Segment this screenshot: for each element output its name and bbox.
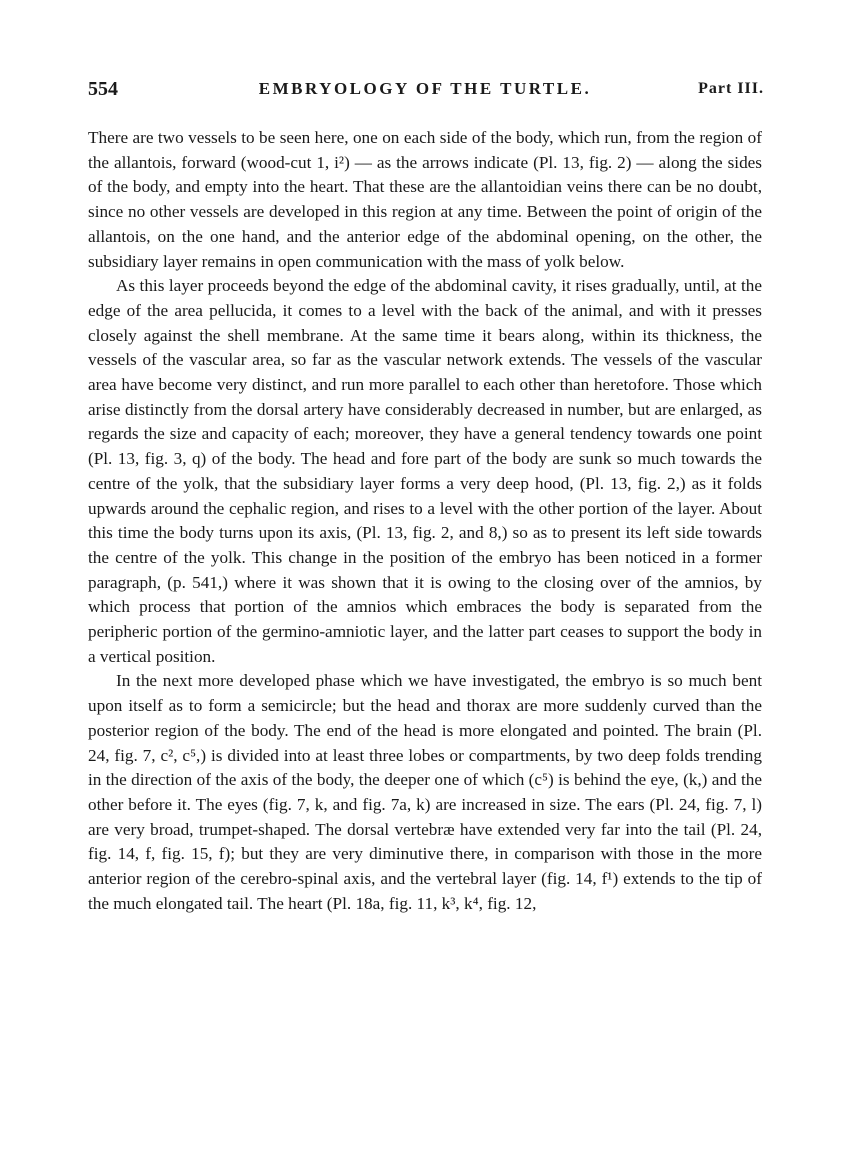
body-text [88,126,762,917]
paragraph-3: In the next more developed phase which we have investigated, the embryo is so much bent upon itself as to form a semicircle; but the head and thorax are more suddenly curved than the posterior region of the body. The end of the head is more elongated and pointed. The brain (Pl. 24, fig. 7, c², c⁵,) is divided into at least three lobes or compartments, by two deep folds trending in the direction of the axis of the body, the deeper one of which (c⁵) is behind the eye, (k,) and the other before it. The eyes (fig. 7, k, and fig. 7a, k) are increased in size. The ears (Pl. 24, fig. 7, l) are very broad, trumpet-shaped. The dorsal vertebræ have extended very far into the tail (Pl. 24, fig. 14, f, fig. 15, f); but they are very diminutive there, in comparison with those in the more anterior region of the cerebro-spinal axis, and the vertebral layer (fig. 14, f¹) extends to the tip of the much elongated tail. The heart (Pl. 18a, fig. 11, k³, k⁴, fig. 12, [88,671,762,913]
paragraph-2: As this layer proceeds beyond the edge of the abdominal cavity, it rises gradually, until, at the edge of the area pellucida, it comes to a level with the back of the animal, and with it presses closely against the shell membrane. At the same time it bears along, within its thickness, the vessels of the vascular area, so far as the vascular network extends. The vessels of the vascular area have become very distinct, and run more parallel to each other than heretofore. Those which arise distinctly from the dorsal artery have considerably decreased in number, but are enlarged, as regards the size and capacity of each; moreover, they have a general tendency towards one point (Pl. 13, fig. 3, q) of the body. The head and fore part of the body are sunk so much towards the centre of the yolk, that the subsidiary layer forms a very deep hood, (Pl. 13, fig. 2,) as it folds upwards around the cephalic region, and rises to a level with the other portion of the layer. About this time the body turns upon its axis, (Pl. 13, fig. 2, and 8,) so as to present its left side towards the centre of the yolk. This change in the position of the embryo has been noticed in a former paragraph, (p. 541,) where it was shown that it is owing to the closing over of the amnios, by which process that portion of the amnios which embraces the body is separated from the peripheric portion of the germino-amniotic layer, and the latter part ceases to support the body in a vertical position. [88,276,762,666]
part-label: Part III. [698,80,764,97]
running-head [88,78,762,112]
running-title: EMBRYOLOGY OF THE TURTLE. [258,79,592,98]
paragraph-1: There are two vessels to be seen here, one on each side of the body, which run, from the region of the allantois, forward (wood-cut 1, i²) — as the arrows indicate (Pl. 13, fig. 2) — along the sides of the body, and empty into the heart. That these are the allantoidian veins there can be no doubt, since no other vessels are developed in this region at any time. Between the point of origin of the allantois, on the one hand, and the anterior edge of the abdominal opening, on the other, the subsidiary layer remains in open communication with the mass of yolk below. [88,128,762,271]
page-number: 554 [88,78,118,100]
